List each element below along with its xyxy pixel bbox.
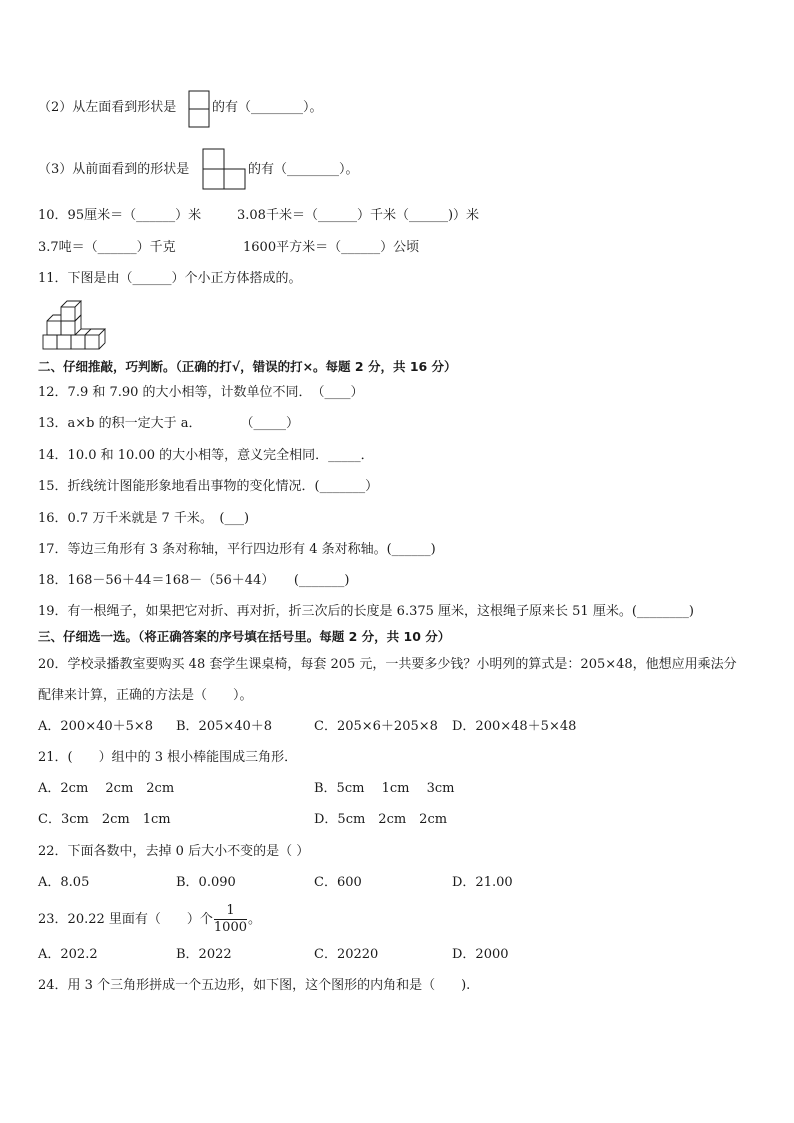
q9-3-text-post: 的有（________）。 xyxy=(248,162,359,177)
q10-c: 3.7吨＝（______）千克 xyxy=(38,240,176,255)
q20-line1: 20．学校录播教室要购买 48 套学生课桌椅，每套 205 元，一共要多少钱？小明列的算式是：205×48，他想应用乘法分 xyxy=(38,657,737,672)
cube-stack-icon xyxy=(40,297,110,353)
q24-text: 24．用 3 个三角形拼成一个五边形，如下图，这个图形的内角和是（ ). xyxy=(38,978,471,993)
q23-text xyxy=(38,902,261,938)
section-2-heading: 二、仔细推敲，巧判断。（正确的打√，错误的打×。每题 2 分，共 16 分） xyxy=(38,359,457,374)
q23-text-post: 。 xyxy=(248,912,262,927)
left-view-shape-icon xyxy=(188,90,210,128)
q23-text-pre: 23．20.22 里面有（ ）个 xyxy=(38,912,213,927)
q23-denominator: 1000 xyxy=(213,920,247,935)
q23-fraction xyxy=(214,903,247,936)
q10-b: 3.08千米＝（______）千米（______)）米 xyxy=(237,208,480,223)
q10-a: 10．95厘米＝（______）米 xyxy=(38,208,202,223)
q11-text: 11．下图是由（______）个小正方体搭成的。 xyxy=(38,271,302,286)
q17: 17．等边三角形有 3 条对称轴，平行四边形有 4 条对称轴。(______) xyxy=(38,542,436,557)
q20-option-d: D．200×48＋5×48 xyxy=(452,719,577,734)
q23-option-c: C．20220 xyxy=(314,947,379,962)
q12: 12．7.9 和 7.90 的大小相等，计数单位不同． （____） xyxy=(38,385,364,400)
q9-2-text-post: 的有（________）。 xyxy=(212,100,323,115)
q23-numerator: 1 xyxy=(214,903,247,920)
q22-option-d: D．21.00 xyxy=(452,875,513,890)
q13: 13．a×b 的积一定大于 a． （_____） xyxy=(38,416,300,431)
q20-option-c: C．205×6＋205×8 xyxy=(314,719,438,734)
q20-option-a: A．200×40＋5×8 xyxy=(38,719,154,734)
q9-3-text-pre: （3）从前面看到的形状是 xyxy=(38,162,190,177)
q21-option-b: B．5cm 1cm 3cm xyxy=(314,781,455,796)
q19: 19．有一根绳子，如果把它对折、再对折，折三次后的长度是 6.375 厘米，这根绳子原来长 51 厘米。(________) xyxy=(38,604,694,619)
q21-option-d: D．5cm 2cm 2cm xyxy=(314,812,448,827)
q20-line2: 配律来计算，正确的方法是（ ）。 xyxy=(38,688,253,703)
q23-option-d: D．2000 xyxy=(452,947,509,962)
q21-option-c: C．3cm 2cm 1cm xyxy=(38,812,171,827)
front-view-shape-icon xyxy=(202,148,246,190)
q22-text: 22．下面各数中，去掉 0 后大小不变的是（ ） xyxy=(38,844,310,859)
q22-option-a: A．8.05 xyxy=(38,875,90,890)
q9-2-text-pre: （2）从左面看到形状是 xyxy=(38,100,177,115)
q23-option-b: B．2022 xyxy=(176,947,232,962)
q18: 18．168－56＋44＝168－（56＋44） (_______) xyxy=(38,573,350,588)
q22-option-b: B．0.090 xyxy=(176,875,236,890)
q21-text: 21．( ）组中的 3 根小棒能围成三角形． xyxy=(38,750,298,765)
q16: 16．0.7 万千米就是 7 千米。 (___) xyxy=(38,511,250,526)
q10-d: 1600平方米＝（______）公顷 xyxy=(243,240,420,255)
q21-option-a: A．2cm 2cm 2cm xyxy=(38,781,175,796)
q15: 15．折线统计图能形象地看出事物的变化情况．(_______） xyxy=(38,479,379,494)
q22-option-c: C．600 xyxy=(314,875,362,890)
q20-option-b: B．205×40＋8 xyxy=(176,719,273,734)
section-3-heading: 三、仔细选一选。（将正确答案的序号填在括号里。每题 2 分，共 10 分） xyxy=(38,629,451,644)
q14: 14．10.0 和 10.00 的大小相等，意义完全相同．_____． xyxy=(38,448,374,463)
q23-option-a: A．202.2 xyxy=(38,947,98,962)
